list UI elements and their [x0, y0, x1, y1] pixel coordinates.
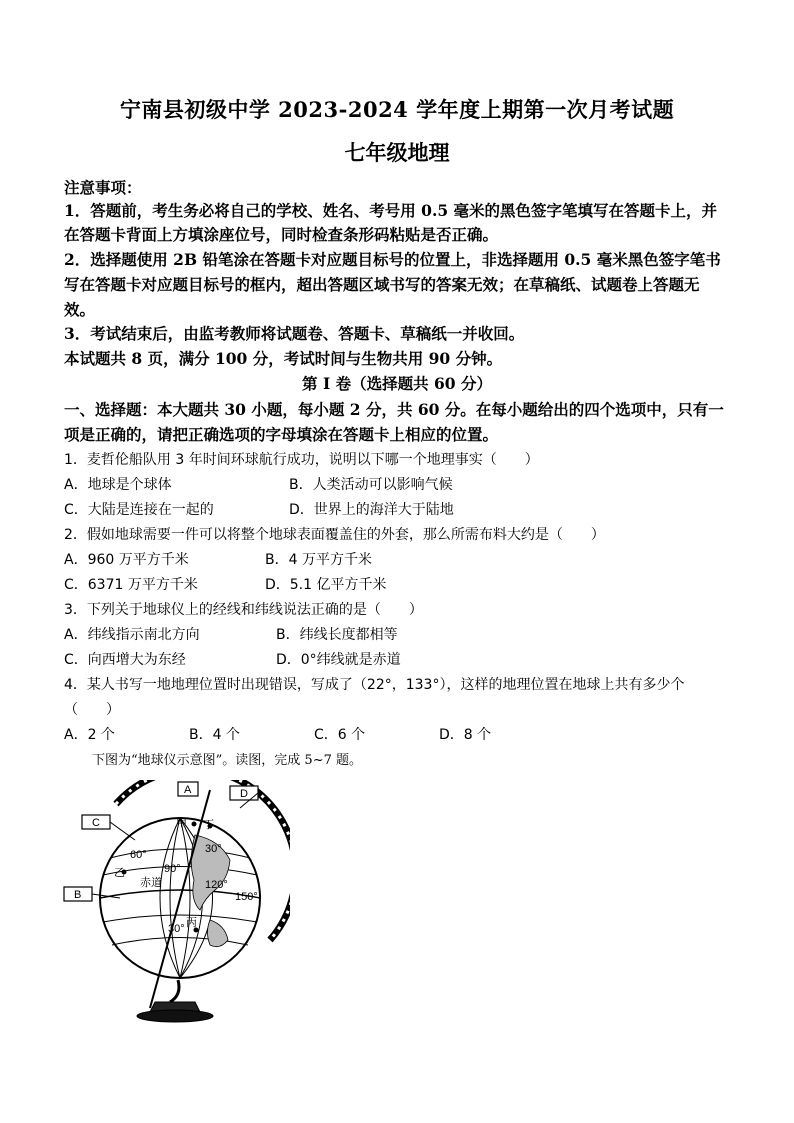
question-3-option-a: A．纬线指示南北方向	[64, 627, 200, 643]
label-a: A	[184, 784, 192, 796]
question-1-option-b: B．人类活动可以影响气候	[289, 477, 453, 493]
label-b: B	[74, 889, 82, 901]
question-1-option-d: D．世界上的海洋大于陆地	[289, 502, 454, 518]
question-3-option-b: B．纬线长度都相等	[276, 627, 398, 643]
figure-intro: 下图为“地球仪示意图”。读图，完成 5~7 题。	[92, 753, 362, 768]
notice-item-2-line-3: 效。	[64, 300, 96, 319]
lat-60-label: 60°	[130, 849, 147, 861]
question-4-option-b: B．4 个	[189, 727, 240, 743]
question-3-stem: 3．下列关于地球仪上的经线和纬线说法正确的是（ ）	[64, 602, 423, 618]
globe-figure	[60, 780, 290, 1025]
question-2-option-b: B．4 万平方千米	[265, 552, 372, 568]
question-2-option-d: D．5.1 亿平方千米	[265, 577, 387, 593]
notice-info: 本试题共 8 页，满分 100 分，考试时间与生物共用 90 分钟。	[64, 349, 503, 368]
question-4-option-a: A．2 个	[64, 727, 115, 743]
point-bing: 丙	[186, 917, 197, 929]
lon-120-label: 120°	[205, 879, 228, 891]
point-yi: 乙	[114, 867, 125, 879]
section-intro-line-1: 一、选择题：本大题共 30 小题，每小题 2 分，共 60 分。在每小题给出的四个选项中，只有一	[64, 400, 724, 419]
question-2-option-c: C．6371 万平方千米	[64, 577, 198, 593]
page-title: 宁南县初级中学 2023-2024 学年度上期第一次月考试题	[119, 97, 675, 122]
question-4-stem-bracket: （ ）	[64, 702, 120, 718]
lon-90-label: 90°	[164, 863, 181, 875]
section-intro-line-2: 项是正确的，请把正确选项的字母填涂在答题卡上相应的位置。	[64, 425, 499, 444]
question-4-option-d: D．8 个	[439, 727, 492, 743]
notice-item-1-line-2: 在答题卡背面上方填涂座位号，同时检查条形码粘贴是否正确。	[64, 225, 499, 244]
lon-150-label: 150°	[235, 891, 258, 903]
question-1-option-a: A．地球是个球体	[64, 477, 172, 493]
notice-item-2-line-1: 2．选择题使用 2B 铅笔涂在答题卡对应题目标号的位置上，非选择题用 0.5 毫米黑色签字笔书	[64, 250, 721, 269]
question-1-option-c: C．大陆是连接在一起的	[64, 502, 214, 518]
point-ding: 丁	[203, 819, 214, 831]
question-1-stem: 1．麦哲伦船队用 3 年时间环球航行成功，说明以下哪一个地理事实（ ）	[64, 452, 539, 468]
notice-heading: 注意事项：	[64, 178, 142, 197]
section-title: 第 I 卷（选择题共 60 分）	[302, 374, 492, 393]
notice-item-1-line-1: 1．答题前，考生务必将自己的学校、姓名、考号用 0.5 毫米的黑色签字笔填写在答题卡上，并	[64, 201, 718, 220]
question-3-option-c: C．向西增大为东经	[64, 652, 186, 668]
question-4-stem: 4．某人书写一地地理位置时出现错误，写成了（22°，133°），这样的地理位置在地球上共有多少个	[64, 677, 685, 693]
point-jia: 甲	[176, 817, 187, 829]
question-2-option-a: A．960 万平方千米	[64, 552, 189, 568]
lat-30n-label: 30°	[205, 843, 222, 855]
question-2-stem: 2．假如地球需要一件可以将整个地球表面覆盖住的外套，那么所需布料大约是（ ）	[64, 527, 605, 543]
question-3-option-d: D．0°纬线就是赤道	[276, 652, 401, 668]
question-4-option-c: C．6 个	[314, 727, 366, 743]
page-subtitle: 七年级地理	[344, 140, 450, 165]
notice-item-3: 3．考试结束后，由监考教师将试题卷、答题卡、草稿纸一并收回。	[64, 324, 525, 343]
equator-label: 赤道	[140, 877, 162, 889]
notice-item-2-line-2: 写在答题卡对应题目标号的框内，超出答题区域书写的答案无效；在草稿纸、试题卷上答题无	[64, 275, 700, 294]
label-d: D	[240, 788, 248, 800]
label-c: C	[92, 817, 100, 829]
lat-30s-label: 30°	[168, 923, 185, 935]
